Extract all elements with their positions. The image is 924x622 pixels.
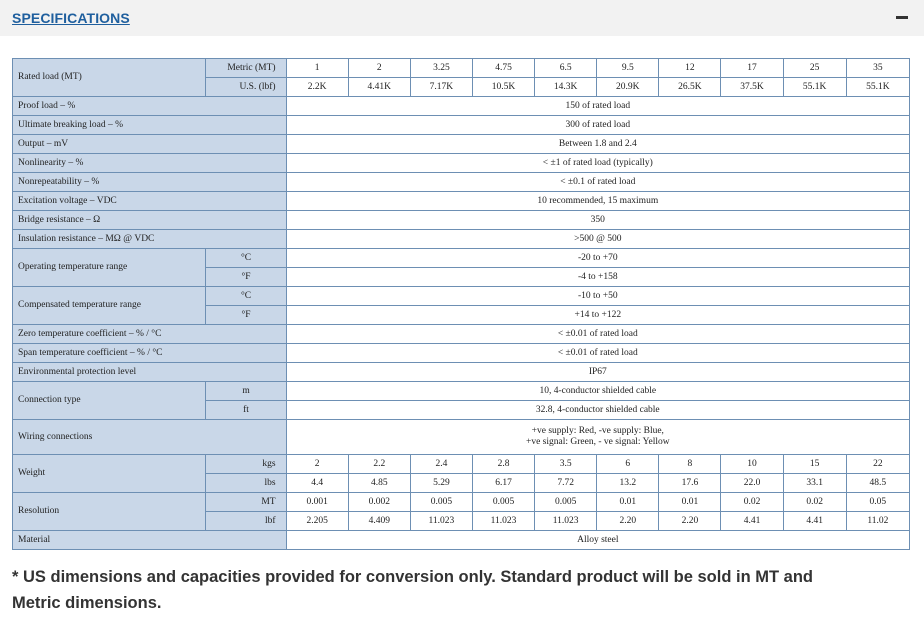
cell: 0.01 <box>597 493 659 512</box>
unit-label: lbf <box>206 512 286 531</box>
cell: 4.41 <box>783 512 846 531</box>
cell: 15 <box>783 455 846 474</box>
environmental-protection-row <box>13 363 910 382</box>
cell: 4.409 <box>348 512 410 531</box>
footnote <box>12 564 912 616</box>
cell: 5.29 <box>410 474 472 493</box>
row-value: 150 of rated load <box>286 97 909 116</box>
row-label: Ultimate breaking load – % <box>13 116 287 135</box>
wiring-line-2: +ve signal: Green, - ve signal: Yellow <box>525 437 670 447</box>
collapse-icon[interactable] <box>895 10 909 24</box>
row-label: Environmental protection level <box>13 363 287 382</box>
wiring-line-1: +ve supply: Red, -ve supply: Blue, <box>531 426 664 436</box>
cell: 2 <box>286 455 348 474</box>
row-label: Excitation voltage – VDC <box>13 192 287 211</box>
row-value: 300 of rated load <box>286 116 909 135</box>
cell: 0.02 <box>721 493 783 512</box>
footnote-line-2: Metric dimensions. <box>12 594 162 612</box>
cell: 2.205 <box>286 512 348 531</box>
unit-label: °C <box>206 249 286 268</box>
row-value: +14 to +122 <box>286 306 909 325</box>
row-value: < ±1 of rated load (typically) <box>286 154 909 173</box>
unit-label: ft <box>206 401 286 420</box>
cell: 25 <box>783 59 846 78</box>
row-label: Connection type <box>13 382 206 420</box>
cell: 2.20 <box>597 512 659 531</box>
cell: 48.5 <box>846 474 909 493</box>
row-value: IP67 <box>286 363 909 382</box>
row-label: Weight <box>13 455 206 493</box>
cell: 35 <box>846 59 909 78</box>
cell: 4.41K <box>348 78 410 97</box>
row-label: Wiring connections <box>13 420 287 455</box>
cell: 9.5 <box>597 59 659 78</box>
row-label: Nonrepeatability – % <box>13 173 287 192</box>
compensated-temp-row <box>13 287 910 306</box>
row-label: Bridge resistance – Ω <box>13 211 287 230</box>
weight-kgs-row <box>13 455 910 474</box>
row-label: Nonlinearity – % <box>13 154 287 173</box>
row-value: 10, 4-conductor shielded cable <box>286 382 909 401</box>
wiring-value <box>286 420 909 455</box>
cell: 2.8 <box>472 455 534 474</box>
row-value: 32.8, 4-conductor shielded cable <box>286 401 909 420</box>
rated-load-label: Rated load (MT) <box>13 59 206 97</box>
row-value: < ±0.01 of rated load <box>286 344 909 363</box>
cell: 6.5 <box>535 59 597 78</box>
cell: 55.1K <box>783 78 846 97</box>
cell: 11.023 <box>472 512 534 531</box>
wiring-row <box>13 420 910 455</box>
specifications-table-main <box>12 58 910 550</box>
cell: 10 <box>721 455 783 474</box>
cell: 7.17K <box>410 78 472 97</box>
output-row <box>13 135 910 154</box>
specifications-header[interactable] <box>0 0 924 36</box>
cell: 7.72 <box>535 474 597 493</box>
insulation-resistance-row <box>13 230 910 249</box>
cell: 3.5 <box>535 455 597 474</box>
cell: 6.17 <box>472 474 534 493</box>
footnote-line-1: * US dimensions and capacities provided for conversion only. Standard product will be sold in MT and <box>12 568 813 586</box>
cell: 4.4 <box>286 474 348 493</box>
cell: 11.023 <box>410 512 472 531</box>
unit-label: lbs <box>206 474 286 493</box>
row-label: Compensated temperature range <box>13 287 206 325</box>
cell: 11.023 <box>535 512 597 531</box>
cell: 0.005 <box>535 493 597 512</box>
cell: 4.85 <box>348 474 410 493</box>
ultimate-breaking-load-row <box>13 116 910 135</box>
cell: 26.5K <box>659 78 721 97</box>
row-value: -4 to +158 <box>286 268 909 287</box>
cell: 10.5K <box>472 78 534 97</box>
row-label: Material <box>13 531 287 550</box>
cell: 2.20 <box>659 512 721 531</box>
cell: 2.2 <box>348 455 410 474</box>
cell: 22 <box>846 455 909 474</box>
row-label: Output – mV <box>13 135 287 154</box>
metric-unit-label: Metric (MT) <box>206 59 286 78</box>
cell: 6 <box>597 455 659 474</box>
cell: 17.6 <box>659 474 721 493</box>
row-value: Between 1.8 and 2.4 <box>286 135 909 154</box>
cell: 0.05 <box>846 493 909 512</box>
row-value: 10 recommended, 15 maximum <box>286 192 909 211</box>
resolution-mt-row <box>13 493 910 512</box>
operating-temp-row <box>13 249 910 268</box>
row-value: Alloy steel <box>286 531 909 550</box>
cell: 8 <box>659 455 721 474</box>
excitation-voltage-row <box>13 192 910 211</box>
minus-bar <box>896 16 908 19</box>
bridge-resistance-row <box>13 211 910 230</box>
unit-label: m <box>206 382 286 401</box>
cell: 3.25 <box>410 59 472 78</box>
unit-label: °C <box>206 287 286 306</box>
cell: 4.75 <box>472 59 534 78</box>
cell: 0.005 <box>472 493 534 512</box>
row-label: Resolution <box>13 493 206 531</box>
row-value: >500 @ 500 <box>286 230 909 249</box>
rated-load-row <box>13 59 910 78</box>
proof-load-row <box>13 97 910 116</box>
cell: 0.002 <box>348 493 410 512</box>
span-temp-coeff-row <box>13 344 910 363</box>
row-value: < ±0.1 of rated load <box>286 173 909 192</box>
row-value: -10 to +50 <box>286 287 909 306</box>
unit-label: °F <box>206 268 286 287</box>
zero-temp-coeff-row <box>13 325 910 344</box>
row-label: Operating temperature range <box>13 249 206 287</box>
row-label: Span temperature coefficient – % / °C <box>13 344 287 363</box>
section-title[interactable]: SPECIFICATIONS <box>12 10 130 26</box>
cell: 33.1 <box>783 474 846 493</box>
cell: 55.1K <box>846 78 909 97</box>
row-label: Insulation resistance – MΩ @ VDC <box>13 230 287 249</box>
cell: 17 <box>721 59 783 78</box>
cell: 13.2 <box>597 474 659 493</box>
cell: 0.005 <box>410 493 472 512</box>
nonlinearity-row <box>13 154 910 173</box>
unit-label: kgs <box>206 455 286 474</box>
cell: 2.4 <box>410 455 472 474</box>
row-label: Zero temperature coefficient – % / °C <box>13 325 287 344</box>
unit-label: °F <box>206 306 286 325</box>
row-value: -20 to +70 <box>286 249 909 268</box>
cell: 2.2K <box>286 78 348 97</box>
row-value: < ±0.01 of rated load <box>286 325 909 344</box>
material-row <box>13 531 910 550</box>
cell: 0.02 <box>783 493 846 512</box>
unit-label: MT <box>206 493 286 512</box>
cell: 0.001 <box>286 493 348 512</box>
connection-type-row <box>13 382 910 401</box>
cell: 0.01 <box>659 493 721 512</box>
cell: 20.9K <box>597 78 659 97</box>
nonrepeatability-row <box>13 173 910 192</box>
cell: 11.02 <box>846 512 909 531</box>
cell: 37.5K <box>721 78 783 97</box>
us-unit-label: U.S. (lbf) <box>206 78 286 97</box>
cell: 4.41 <box>721 512 783 531</box>
cell: 2 <box>348 59 410 78</box>
row-label: Proof load – % <box>13 97 287 116</box>
cell: 14.3K <box>535 78 597 97</box>
cell: 22.0 <box>721 474 783 493</box>
cell: 12 <box>659 59 721 78</box>
row-value: 350 <box>286 211 909 230</box>
cell: 1 <box>286 59 348 78</box>
